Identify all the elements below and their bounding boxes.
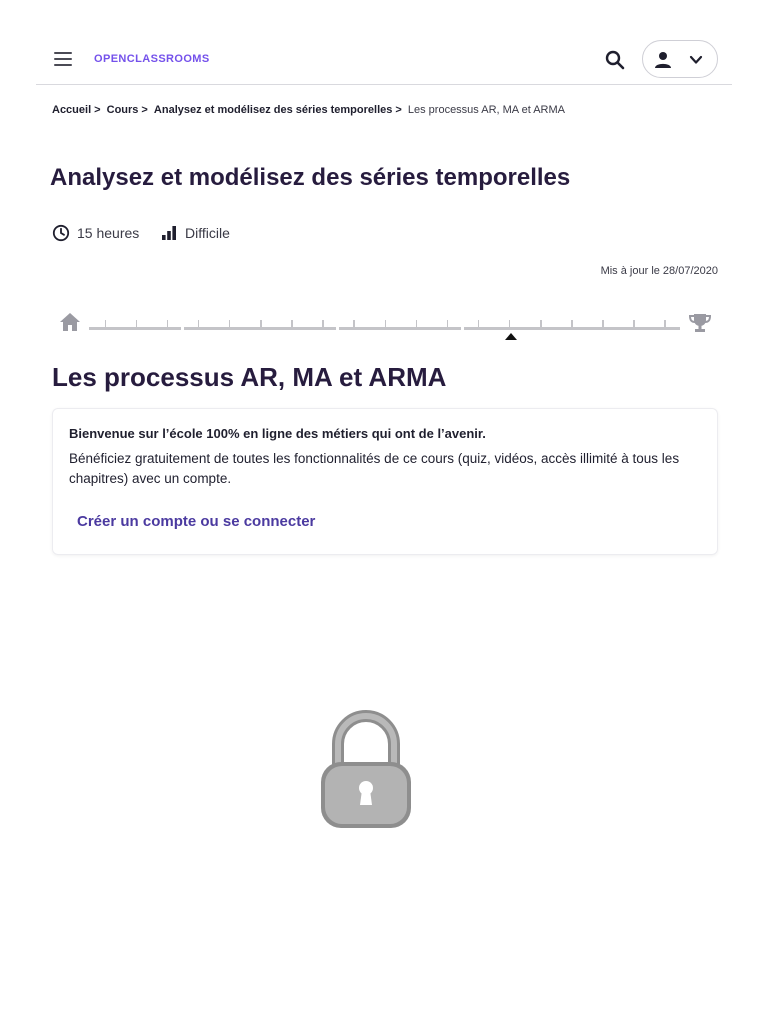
chapter-tick[interactable] bbox=[602, 320, 604, 329]
search-button[interactable] bbox=[603, 48, 627, 72]
chapter-tick[interactable] bbox=[447, 320, 449, 329]
clock-icon bbox=[52, 224, 70, 242]
progress-part-separator bbox=[336, 326, 339, 331]
progress-track bbox=[89, 327, 680, 330]
course-duration bbox=[52, 223, 139, 243]
breadcrumb-course[interactable]: Analysez et modélisez des séries temporelles bbox=[153, 104, 393, 116]
chapter-tick[interactable] bbox=[260, 320, 262, 329]
signup-login-link[interactable]: Créer un compte ou se connecter bbox=[77, 513, 316, 530]
signup-welcome: Bienvenue sur l’école 100% en ligne des métiers qui ont de l’avenir. bbox=[69, 426, 486, 441]
course-level-text: Difficile bbox=[185, 225, 230, 241]
trophy-icon[interactable] bbox=[688, 312, 712, 334]
breadcrumb-home[interactable]: Accueil bbox=[52, 104, 92, 116]
chapter-progress-bar bbox=[56, 308, 716, 342]
breadcrumb-separator: > bbox=[94, 104, 101, 116]
chapter-tick[interactable] bbox=[291, 320, 293, 329]
chapter-tick[interactable] bbox=[198, 320, 200, 329]
breadcrumb-separator: > bbox=[395, 104, 402, 116]
chapter-title: Les processus AR, MA et ARMA bbox=[52, 362, 447, 392]
chapter-tick[interactable] bbox=[105, 320, 107, 329]
chapter-tick[interactable] bbox=[353, 320, 355, 329]
padlock-icon bbox=[316, 704, 416, 834]
chapter-tick[interactable] bbox=[478, 320, 480, 329]
chapter-tick[interactable] bbox=[322, 320, 324, 329]
chapter-tick[interactable] bbox=[229, 320, 231, 329]
chapter-tick[interactable] bbox=[571, 320, 573, 329]
breadcrumb-current: Les processus AR, MA et ARMA bbox=[407, 104, 565, 116]
chapter-tick[interactable] bbox=[416, 320, 418, 329]
chapter-tick[interactable] bbox=[664, 320, 666, 329]
chapter-tick[interactable] bbox=[385, 320, 387, 329]
top-header bbox=[36, 36, 732, 85]
breadcrumb-separator: > bbox=[141, 104, 148, 116]
progress-part-separator bbox=[461, 326, 464, 331]
breadcrumb bbox=[52, 104, 565, 116]
home-icon[interactable] bbox=[58, 311, 82, 333]
course-title: Analysez et modélisez des séries temporelles bbox=[50, 164, 571, 191]
search-icon bbox=[603, 48, 627, 72]
chevron-down-icon bbox=[689, 53, 703, 67]
hamburger-menu-icon bbox=[54, 52, 72, 54]
menu-button[interactable] bbox=[52, 49, 74, 69]
chapter-tick[interactable] bbox=[136, 320, 138, 329]
breadcrumb-courses[interactable]: Cours bbox=[106, 104, 139, 116]
account-menu-button[interactable] bbox=[642, 40, 718, 78]
chapter-tick[interactable] bbox=[167, 320, 169, 329]
site-logo[interactable]: OPENCLASSROOMS bbox=[94, 53, 210, 65]
chapter-tick[interactable] bbox=[540, 320, 542, 329]
hamburger-line bbox=[54, 58, 72, 60]
chapter-tick[interactable] bbox=[633, 320, 635, 329]
course-duration-text: 15 heures bbox=[77, 225, 140, 241]
course-level bbox=[160, 223, 230, 243]
hamburger-line bbox=[54, 64, 72, 66]
chapter-tick[interactable] bbox=[509, 320, 511, 329]
signup-description: Bénéficiez gratuitement de toutes les fonctionnalités de ce cours (quiz, vidéos, accès illimité à tous les chapitres) avec un compte. bbox=[69, 451, 680, 486]
current-chapter-marker bbox=[505, 333, 517, 340]
difficulty-bars-icon bbox=[160, 224, 178, 242]
signup-card bbox=[52, 408, 718, 555]
updated-date: Mis à jour le 28/07/2020 bbox=[600, 265, 718, 277]
progress-part-separator bbox=[181, 326, 184, 331]
user-icon bbox=[653, 50, 673, 70]
